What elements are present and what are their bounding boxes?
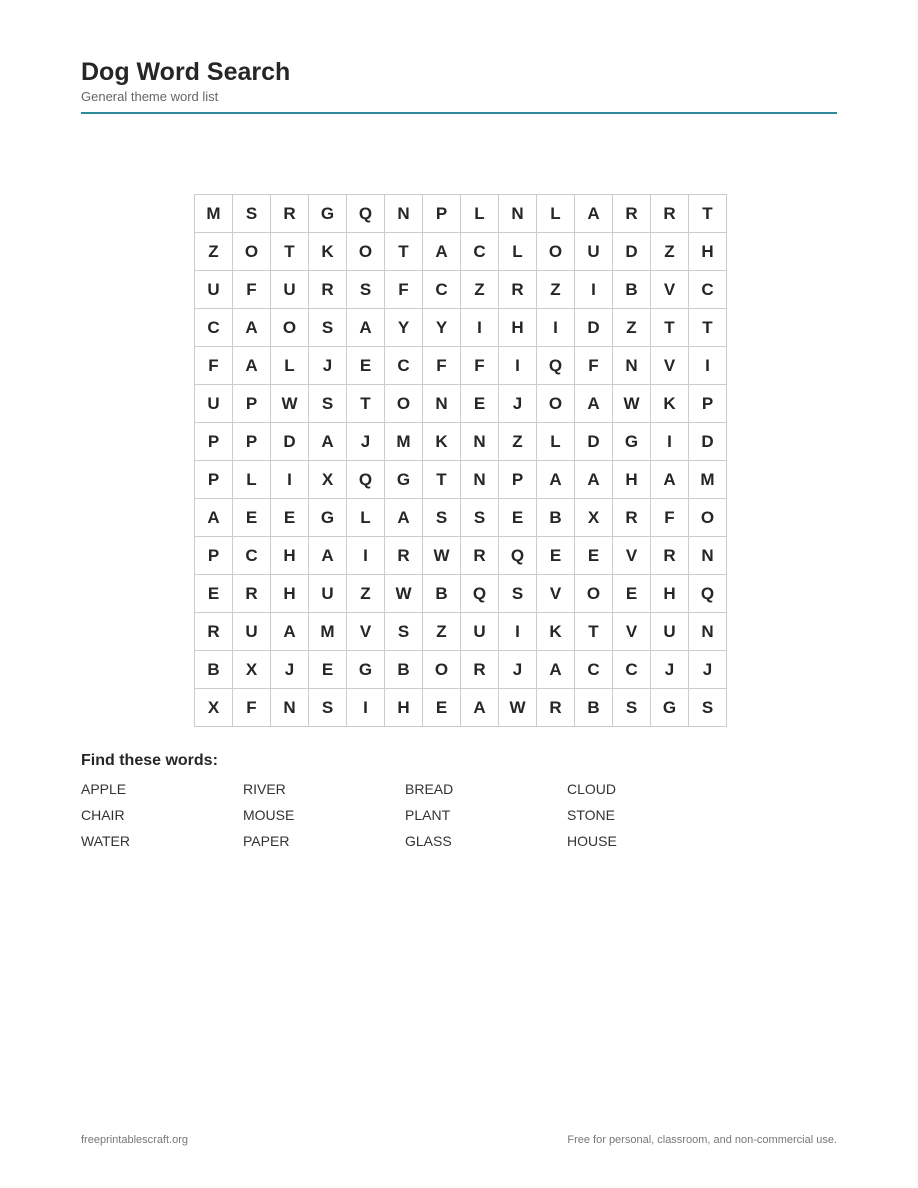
grid-cell: L xyxy=(499,233,537,271)
grid-cell: H xyxy=(385,689,423,727)
grid-cell: H xyxy=(271,537,309,575)
grid-cell: M xyxy=(385,423,423,461)
grid-cell: W xyxy=(271,385,309,423)
grid-cell: A xyxy=(385,499,423,537)
grid-cell: L xyxy=(347,499,385,537)
grid-cell: X xyxy=(309,461,347,499)
grid-cell: K xyxy=(651,385,689,423)
grid-cell: I xyxy=(271,461,309,499)
grid-cell: T xyxy=(689,195,727,233)
grid-cell: Y xyxy=(385,309,423,347)
grid-cell: I xyxy=(689,347,727,385)
grid-cell: N xyxy=(271,689,309,727)
grid-cell: B xyxy=(537,499,575,537)
grid-cell: H xyxy=(271,575,309,613)
footer-license: Free for personal, classroom, and non-commercial use. xyxy=(567,1134,837,1146)
grid-cell: R xyxy=(651,195,689,233)
grid-cell: E xyxy=(613,575,651,613)
word-list-item: CLOUD xyxy=(567,781,617,797)
grid-cell: D xyxy=(689,423,727,461)
grid-cell: N xyxy=(461,461,499,499)
grid-cell: S xyxy=(385,613,423,651)
grid-cell: J xyxy=(499,385,537,423)
grid-cell: K xyxy=(423,423,461,461)
grid-cell: G xyxy=(385,461,423,499)
grid-cell: R xyxy=(499,271,537,309)
grid-cell: I xyxy=(537,309,575,347)
grid-cell: A xyxy=(575,385,613,423)
grid-cell: S xyxy=(423,499,461,537)
grid-cell: C xyxy=(423,271,461,309)
grid-cell: O xyxy=(423,651,461,689)
grid-cell: A xyxy=(309,423,347,461)
grid-cell: A xyxy=(309,537,347,575)
grid-cell: M xyxy=(689,461,727,499)
grid-cell: B xyxy=(613,271,651,309)
grid-cell: N xyxy=(461,423,499,461)
grid-cell: X xyxy=(195,689,233,727)
grid-cell: F xyxy=(233,271,271,309)
grid-cell: L xyxy=(537,423,575,461)
grid-cell: R xyxy=(461,651,499,689)
grid-cell: E xyxy=(271,499,309,537)
grid-cell: A xyxy=(461,689,499,727)
grid-cell: S xyxy=(689,689,727,727)
footer-site: freeprintablescraft.org xyxy=(81,1134,188,1146)
grid-cell: D xyxy=(271,423,309,461)
grid-cell: E xyxy=(461,385,499,423)
header xyxy=(81,57,837,105)
grid-cell: Y xyxy=(423,309,461,347)
grid-cell: S xyxy=(233,195,271,233)
grid-cell: S xyxy=(499,575,537,613)
grid-cell: U xyxy=(233,613,271,651)
grid-cell: Z xyxy=(499,423,537,461)
grid-cell: U xyxy=(461,613,499,651)
grid-cell: J xyxy=(651,651,689,689)
grid-cell: H xyxy=(689,233,727,271)
grid-cell: L xyxy=(271,347,309,385)
grid-cell: H xyxy=(499,309,537,347)
grid-cell: C xyxy=(233,537,271,575)
grid-cell: C xyxy=(689,271,727,309)
grid-cell: Z xyxy=(651,233,689,271)
grid-cell: T xyxy=(651,309,689,347)
grid-cell: I xyxy=(347,689,385,727)
grid-cell: Z xyxy=(613,309,651,347)
word-list-item: BREAD xyxy=(405,781,454,797)
grid-cell: V xyxy=(613,613,651,651)
grid-cell: K xyxy=(309,233,347,271)
grid-cell: W xyxy=(613,385,651,423)
grid-cell: A xyxy=(233,347,271,385)
grid-cell: O xyxy=(537,233,575,271)
grid-cell: W xyxy=(423,537,461,575)
grid-cell: J xyxy=(499,651,537,689)
word-list-item: GLASS xyxy=(405,833,452,849)
word-list-item: WATER xyxy=(81,833,130,849)
grid-cell: T xyxy=(271,233,309,271)
grid-cell: Q xyxy=(347,195,385,233)
grid-cell: V xyxy=(651,347,689,385)
grid-cell: W xyxy=(385,575,423,613)
grid-cell: V xyxy=(613,537,651,575)
grid-cell: T xyxy=(423,461,461,499)
grid-cell: P xyxy=(233,423,271,461)
grid-cell: U xyxy=(309,575,347,613)
grid-cell: N xyxy=(423,385,461,423)
grid-cell: P xyxy=(499,461,537,499)
grid-cell: I xyxy=(651,423,689,461)
grid-cell: I xyxy=(461,309,499,347)
grid-cell: X xyxy=(233,651,271,689)
grid-cell: P xyxy=(423,195,461,233)
grid-cell: A xyxy=(423,233,461,271)
letter-grid xyxy=(194,194,727,727)
grid-cell: O xyxy=(347,233,385,271)
grid-cell: P xyxy=(233,385,271,423)
grid-cell: Z xyxy=(423,613,461,651)
grid-cell: O xyxy=(385,385,423,423)
grid-cell: U xyxy=(195,385,233,423)
grid-cell: G xyxy=(347,651,385,689)
grid-cell: G xyxy=(309,499,347,537)
grid-cell: F xyxy=(385,271,423,309)
grid-cell: B xyxy=(575,689,613,727)
grid-cell: Q xyxy=(689,575,727,613)
grid-cell: F xyxy=(233,689,271,727)
grid-cell: C xyxy=(385,347,423,385)
grid-cell: A xyxy=(233,309,271,347)
grid-cell: P xyxy=(195,537,233,575)
grid-cell: E xyxy=(309,651,347,689)
word-list-item: RIVER xyxy=(243,781,286,797)
word-list-item: MOUSE xyxy=(243,807,295,823)
grid-cell: A xyxy=(537,461,575,499)
grid-cell: C xyxy=(195,309,233,347)
grid-cell: V xyxy=(651,271,689,309)
grid-cell: L xyxy=(461,195,499,233)
grid-cell: S xyxy=(347,271,385,309)
word-list-item: CHAIR xyxy=(81,807,125,823)
grid-cell: N xyxy=(499,195,537,233)
grid-cell: A xyxy=(575,461,613,499)
grid-cell: I xyxy=(499,613,537,651)
grid-cell: R xyxy=(195,613,233,651)
grid-cell: T xyxy=(347,385,385,423)
grid-cell: S xyxy=(309,309,347,347)
grid-cell: Z xyxy=(195,233,233,271)
grid-cell: H xyxy=(613,461,651,499)
grid-cell: M xyxy=(309,613,347,651)
grid-cell: F xyxy=(575,347,613,385)
word-list-title: Find these words: xyxy=(81,752,218,769)
grid-cell: I xyxy=(499,347,537,385)
grid-cell: R xyxy=(385,537,423,575)
grid-cell: J xyxy=(309,347,347,385)
grid-cell: Q xyxy=(499,537,537,575)
grid-cell: E xyxy=(537,537,575,575)
word-list-item: PLANT xyxy=(405,807,451,823)
grid-cell: B xyxy=(195,651,233,689)
grid-cell: U xyxy=(651,613,689,651)
grid-cell: L xyxy=(233,461,271,499)
grid-cell: K xyxy=(537,613,575,651)
grid-cell: N xyxy=(613,347,651,385)
header-divider xyxy=(81,112,837,114)
grid-cell: G xyxy=(613,423,651,461)
grid-cell: D xyxy=(575,423,613,461)
page-subtitle: General theme word list xyxy=(81,89,219,104)
grid-cell: B xyxy=(423,575,461,613)
grid-cell: T xyxy=(689,309,727,347)
grid-cell: R xyxy=(613,499,651,537)
grid-cell: D xyxy=(575,309,613,347)
grid-cell: A xyxy=(347,309,385,347)
grid-cell: W xyxy=(499,689,537,727)
grid-cell: Q xyxy=(537,347,575,385)
grid-cell: X xyxy=(575,499,613,537)
grid-cell: F xyxy=(651,499,689,537)
grid-cell: G xyxy=(651,689,689,727)
grid-cell: E xyxy=(499,499,537,537)
grid-cell: T xyxy=(575,613,613,651)
grid-cell: F xyxy=(461,347,499,385)
grid-cell: U xyxy=(271,271,309,309)
grid-cell: N xyxy=(689,613,727,651)
grid-cell: Z xyxy=(347,575,385,613)
grid-cell: D xyxy=(613,233,651,271)
word-list xyxy=(81,780,729,858)
grid-cell: H xyxy=(651,575,689,613)
grid-cell: R xyxy=(651,537,689,575)
grid-cell: Z xyxy=(461,271,499,309)
grid-cell: A xyxy=(651,461,689,499)
grid-cell: Q xyxy=(347,461,385,499)
grid-cell: P xyxy=(689,385,727,423)
grid-cell: T xyxy=(385,233,423,271)
grid-cell: A xyxy=(575,195,613,233)
grid-cell: U xyxy=(195,271,233,309)
grid-cell: P xyxy=(195,423,233,461)
grid-cell: G xyxy=(309,195,347,233)
page-title: Dog Word Search xyxy=(81,58,291,86)
grid-cell: O xyxy=(233,233,271,271)
grid-cell: O xyxy=(575,575,613,613)
grid-cell: Q xyxy=(461,575,499,613)
grid-cell: I xyxy=(575,271,613,309)
grid-cell: E xyxy=(423,689,461,727)
grid-cell: A xyxy=(537,651,575,689)
grid-cell: R xyxy=(537,689,575,727)
grid-cell: V xyxy=(347,613,385,651)
grid-cell: N xyxy=(689,537,727,575)
word-list-item: APPLE xyxy=(81,781,127,797)
grid-cell: B xyxy=(385,651,423,689)
grid-cell: O xyxy=(689,499,727,537)
grid-cell: A xyxy=(195,499,233,537)
word-list-item: STONE xyxy=(567,807,615,823)
grid-cell: E xyxy=(195,575,233,613)
grid-cell: M xyxy=(195,195,233,233)
grid-cell: A xyxy=(271,613,309,651)
grid-cell: E xyxy=(347,347,385,385)
grid-cell: J xyxy=(347,423,385,461)
grid-cell: V xyxy=(537,575,575,613)
grid-cell: S xyxy=(309,689,347,727)
grid-cell: R xyxy=(309,271,347,309)
grid-cell: R xyxy=(613,195,651,233)
grid-cell: C xyxy=(575,651,613,689)
grid-cell: S xyxy=(309,385,347,423)
grid-cell: E xyxy=(233,499,271,537)
word-list-item: PAPER xyxy=(243,833,290,849)
word-list-item: HOUSE xyxy=(567,833,617,849)
grid-cell: F xyxy=(195,347,233,385)
grid-cell: O xyxy=(271,309,309,347)
grid-cell: O xyxy=(537,385,575,423)
grid-cell: R xyxy=(271,195,309,233)
grid-cell: E xyxy=(575,537,613,575)
grid-cell: R xyxy=(233,575,271,613)
grid-cell: F xyxy=(423,347,461,385)
grid-cell: U xyxy=(575,233,613,271)
grid-cell: I xyxy=(347,537,385,575)
grid-cell: J xyxy=(689,651,727,689)
grid-cell: L xyxy=(537,195,575,233)
grid-cell: N xyxy=(385,195,423,233)
grid-cell: C xyxy=(613,651,651,689)
grid-cell: P xyxy=(195,461,233,499)
grid-cell: C xyxy=(461,233,499,271)
grid-cell: S xyxy=(461,499,499,537)
grid-cell: R xyxy=(461,537,499,575)
grid-cell: J xyxy=(271,651,309,689)
grid-cell: Z xyxy=(537,271,575,309)
grid-cell: S xyxy=(613,689,651,727)
